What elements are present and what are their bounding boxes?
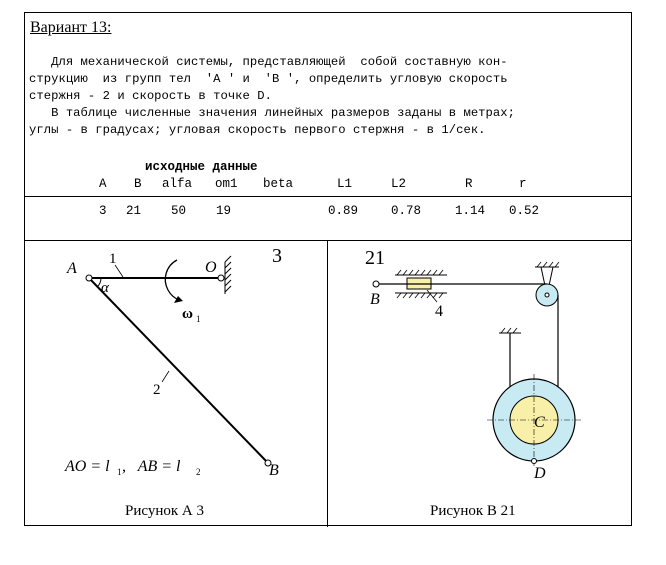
paragraph-line-2: струкцию из групп тел 'A ' и 'B ', определить угловую скорость (29, 72, 508, 86)
label-B2: B (370, 291, 380, 308)
table-title: исходные данные (145, 160, 258, 174)
table-value-L2: 0.78 (391, 204, 422, 218)
formula-AB: , AB = l (122, 458, 181, 475)
label-omega: ω (182, 306, 193, 322)
table-value-r: 0.52 (509, 204, 540, 218)
hinge-O (218, 275, 224, 281)
table-value-alfa: 50 (171, 204, 187, 218)
formula-AO: AO = l (65, 458, 110, 475)
table-header-B: B (134, 177, 142, 191)
label-C: C (534, 414, 545, 431)
paragraph-line-4: В таблице численные значения линейных размеров заданы в метрах; (29, 106, 516, 120)
label-B: B (269, 462, 279, 479)
small-pulley-axle (545, 293, 549, 297)
omega-arrowhead (174, 296, 183, 303)
figure-b-number: 21 (365, 247, 385, 269)
slider-guide-top (395, 270, 447, 275)
table-divider (25, 196, 631, 197)
label-A: A (67, 260, 77, 277)
label-omega-sub: 1 (196, 314, 201, 324)
figure-a-diagram (25, 240, 325, 485)
formula-sub-1: 1 (117, 467, 122, 477)
label-4: 4 (435, 303, 443, 320)
table-header-alfa: alfa (162, 177, 193, 191)
table-header-beta: beta (263, 177, 294, 191)
table-value-om1: 19 (216, 204, 232, 218)
table-value-A: 3 (99, 204, 107, 218)
slider-guide-bottom (395, 293, 447, 298)
point-D (532, 459, 537, 464)
table-header-R: R (465, 177, 473, 191)
paragraph-line-3: стержня - 2 и скорость в точке D. (29, 89, 273, 103)
omega-arc (165, 260, 179, 300)
table-value-B: 21 (126, 204, 142, 218)
figure-a-caption: Рисунок А 3 (125, 503, 204, 519)
table-header-L2: L2 (391, 177, 407, 191)
label-rod-2: 2 (153, 382, 161, 398)
wall-support-O (225, 256, 231, 294)
figure-b-caption: Рисунок В 21 (430, 503, 516, 519)
table-header-om1: om1 (215, 177, 238, 191)
variant-title: Вариант 13: (30, 19, 112, 36)
rod-2 (89, 278, 268, 463)
leader-2 (162, 371, 169, 382)
label-O: O (205, 259, 217, 276)
label-D: D (534, 465, 546, 482)
paragraph-line-5: углы - в градусах; угловая скорость первого стержня - в 1/сек. (29, 123, 486, 137)
label-alpha: α (101, 280, 109, 296)
figure-a-number: 3 (272, 245, 282, 267)
table-header-A: A (99, 177, 107, 191)
table-header-L1: L1 (337, 177, 353, 191)
paragraph-line-1: Для механической системы, представляющей собой составную кон- (29, 55, 508, 69)
hinge-A (86, 275, 92, 281)
table-value-R: 1.14 (455, 204, 486, 218)
table-value-L1: 0.89 (328, 204, 359, 218)
point-B (373, 281, 379, 287)
formula-sub-2: 2 (196, 467, 201, 477)
table-header-r: r (519, 177, 527, 191)
figure-b-diagram (327, 240, 632, 485)
label-rod-1: 1 (109, 251, 117, 267)
left-rope-support (499, 328, 521, 333)
